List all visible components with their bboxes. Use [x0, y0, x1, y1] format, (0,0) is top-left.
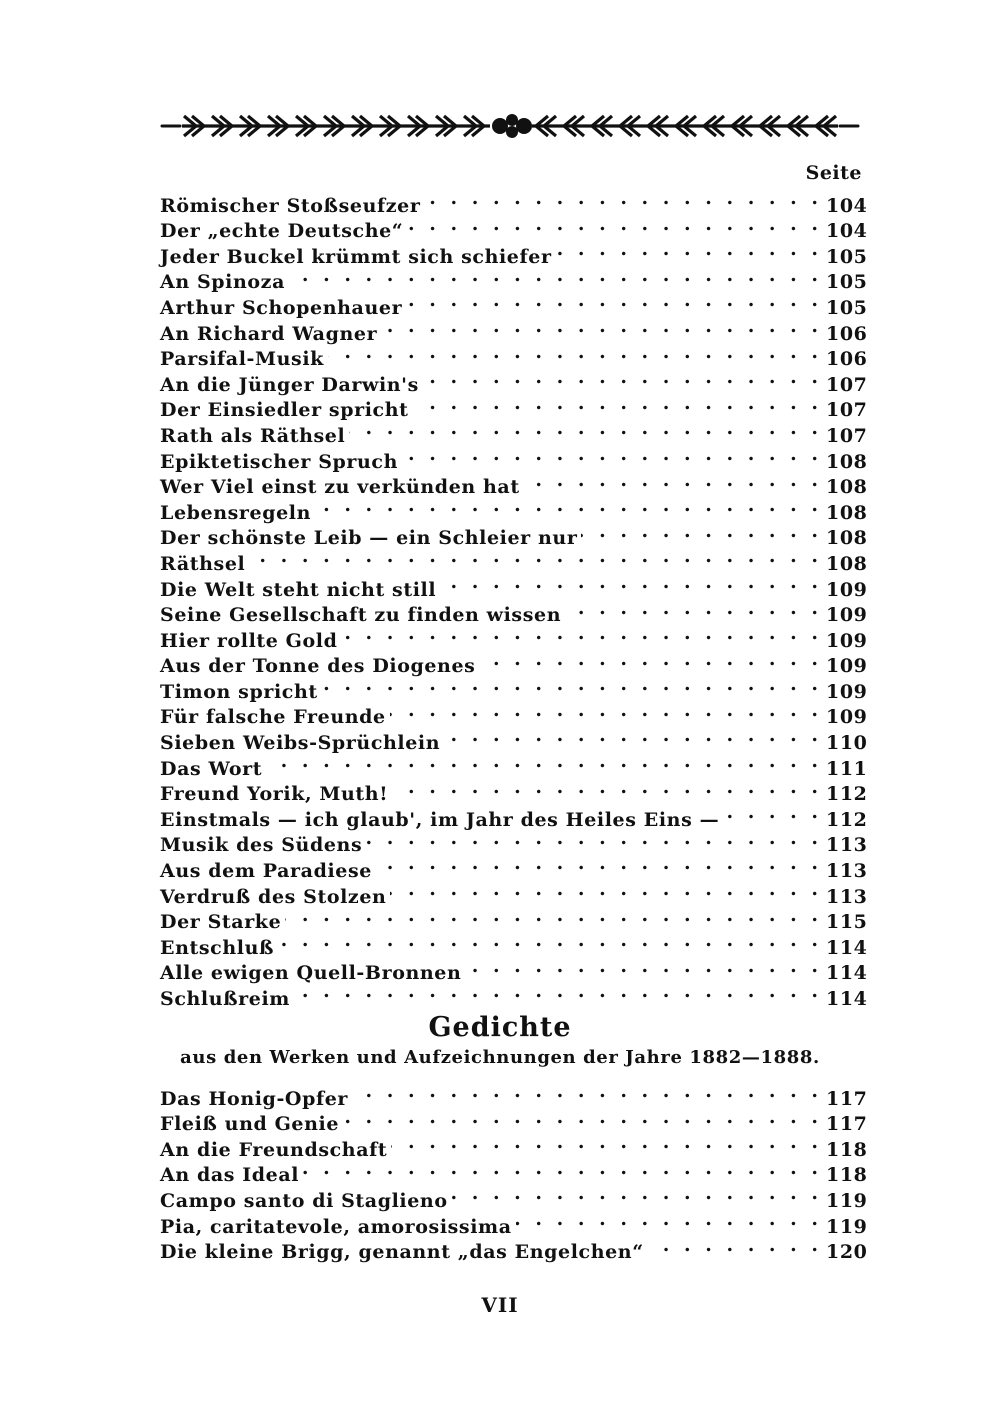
toc-entry-title: Für falsche Freunde — [160, 706, 386, 729]
dot-leader — [413, 391, 823, 417]
dot-leader — [452, 1181, 822, 1207]
dot-leader — [278, 928, 822, 954]
toc-entry-page: 105 — [826, 245, 868, 268]
toc-entry-title: Pia, caritatevole, amorosissima — [160, 1215, 512, 1238]
toc-entry-page: 105 — [826, 271, 868, 294]
dot-leader — [581, 519, 822, 545]
toc-entry — [160, 775, 868, 806]
section-subtitle: aus den Werken und Aufzeichnungen der Jahre 1882—1888. — [180, 1047, 820, 1068]
toc-entry-title: Fleiß und Genie — [160, 1113, 340, 1136]
toc-entry-page: 118 — [826, 1164, 868, 1187]
section-title: Gedichte — [428, 1012, 572, 1043]
toc-entry-page: 117 — [826, 1087, 868, 1110]
toc-entry-page: 109 — [826, 680, 868, 703]
toc-entry-page: 108 — [826, 527, 868, 550]
toc-entry-title: Das Wort — [160, 757, 263, 780]
toc-entry-title: Aus dem Paradiese — [160, 860, 372, 883]
toc-list — [160, 186, 868, 1010]
toc-entry-page: 114 — [826, 988, 868, 1010]
arrow-vine-ornament-icon — [160, 108, 860, 144]
dot-leader — [366, 826, 822, 852]
page-number: VII — [481, 1293, 519, 1317]
dot-leader — [381, 314, 822, 340]
dot-leader — [440, 570, 822, 596]
toc-entry-page: 109 — [826, 604, 868, 627]
toc-entry-title: Entschluß — [160, 936, 275, 959]
dot-leader — [390, 698, 822, 724]
toc-entry-page: 118 — [826, 1138, 868, 1161]
toc-entry — [160, 1079, 868, 1110]
toc-entry-page: 110 — [826, 732, 868, 755]
dot-leader — [315, 493, 822, 519]
toc-entry-page: 106 — [826, 348, 868, 371]
toc-entry-page: 109 — [826, 578, 868, 601]
toc-entry-title: Epiktetischer Spruch — [160, 450, 399, 473]
dot-leader — [556, 237, 822, 263]
toc-entry — [160, 186, 868, 217]
toc-entry-title: Der Einsiedler spricht — [160, 399, 409, 422]
toc-entry-page: 119 — [826, 1215, 868, 1238]
toc-entry-title: Verdruß des Stolzen — [160, 885, 387, 908]
toc-entry-page: 107 — [826, 373, 868, 396]
toc-entry-page: 109 — [826, 629, 868, 652]
toc-entry-title: Arthur Schopenhauer — [160, 296, 403, 319]
toc-entry-title: Römischer Stoßseufzer — [160, 194, 421, 217]
toc-entry-title: Der schönste Leib — ein Schleier nur — [160, 527, 578, 550]
toc-entry-title: Die Welt steht nicht still — [160, 578, 437, 601]
toc-entry-title: An Spinoza — [160, 271, 285, 294]
toc-entry-title: An die Freundschaft — [160, 1138, 388, 1161]
dot-leader — [294, 979, 822, 1005]
dot-leader — [406, 288, 822, 314]
toc-entry-page: 108 — [826, 501, 868, 524]
toc-entry-page: 105 — [826, 296, 868, 319]
toc-list — [160, 1079, 868, 1264]
toc-entry-title: Lebensregeln — [160, 501, 312, 524]
dot-leader — [465, 954, 822, 980]
toc-entry-page: 114 — [826, 962, 868, 985]
toc-entry-title: Wer Viel einst zu verkünden hat — [160, 476, 520, 499]
toc-entry-title: Schlußreim — [160, 988, 290, 1010]
toc-entry-title: Der „echte Deutsche“ — [160, 220, 404, 243]
dot-leader — [390, 877, 822, 903]
toc-entry-page: 108 — [826, 476, 868, 499]
dot-leader — [407, 212, 822, 238]
toc-entry-page: 113 — [826, 885, 868, 908]
toc-entry-page: 119 — [826, 1189, 868, 1212]
toc-entry-title: Rath als Räthsel — [160, 424, 346, 447]
toc-entry-page: 107 — [826, 424, 868, 447]
toc-entry-page: 104 — [826, 220, 868, 243]
toc-entry-title: Parsifal-Musik — [160, 348, 324, 371]
toc-entry — [160, 570, 868, 601]
dot-leader — [391, 1130, 822, 1156]
dot-leader — [479, 647, 822, 673]
dot-leader — [444, 723, 822, 749]
dot-leader — [376, 851, 822, 877]
dot-leader — [341, 621, 822, 647]
toc-entry-title: Hier rollte Gold — [160, 629, 338, 652]
dot-leader — [648, 1233, 822, 1259]
toc-entry-page: 108 — [826, 450, 868, 473]
dot-leader — [424, 186, 822, 212]
dot-leader — [516, 1207, 822, 1233]
dot-leader — [402, 442, 822, 468]
toc-entry-title: Sieben Weibs-Sprüchlein — [160, 732, 441, 755]
dot-leader — [352, 1079, 822, 1105]
toc-entry-title: Musik des Südens — [160, 834, 363, 857]
toc-entry-page: 113 — [826, 860, 868, 883]
toc-entry — [160, 544, 868, 575]
dot-leader — [343, 1105, 822, 1131]
toc-entry-page: 106 — [826, 322, 868, 345]
toc-entry-page: 111 — [826, 757, 868, 780]
toc-entry-page: 112 — [826, 808, 868, 831]
toc-entry-title: Das Honig-Opfer — [160, 1087, 349, 1110]
dot-leader — [723, 800, 822, 826]
toc-entry-page: 114 — [826, 936, 868, 959]
dot-leader — [565, 596, 822, 622]
toc-entry-page: 115 — [826, 911, 868, 934]
dot-leader — [289, 263, 822, 289]
toc-entry-page: 108 — [826, 552, 868, 575]
toc-entry-title: Räthsel — [160, 552, 246, 575]
toc-entry-title: Die kleine Brigg, genannt „das Engelchen“ — [160, 1241, 644, 1264]
toc-entry-title: Seine Gesellschaft zu finden wissen — [160, 604, 562, 627]
toc-entry-page: 112 — [826, 783, 868, 806]
toc-entry-page: 109 — [826, 706, 868, 729]
toc-entry-page: 109 — [826, 655, 868, 678]
toc-entry-title: An Richard Wagner — [160, 322, 378, 345]
toc-entry-title: Freund Yorik, Muth! — [160, 783, 389, 806]
toc-entry-title: An die Jünger Darwin's — [160, 373, 419, 396]
toc-entry-title: Timon spricht — [160, 680, 318, 703]
toc-entry-page: 113 — [826, 834, 868, 857]
dot-leader — [266, 749, 822, 775]
toc-entry-title: Jeder Buckel krümmt sich schiefer — [160, 245, 552, 268]
dot-leader — [524, 468, 822, 494]
dot-leader — [349, 416, 822, 442]
dot-leader — [322, 672, 822, 698]
toc-entry-title: An das Ideal — [160, 1164, 300, 1187]
dot-leader — [423, 365, 822, 391]
toc-entry-title: Alle ewigen Quell-Bronnen — [160, 962, 462, 985]
dot-leader — [328, 340, 822, 366]
dot-leader — [285, 903, 822, 929]
toc-entry — [160, 749, 868, 780]
dot-leader — [249, 544, 822, 570]
toc-entry-title: Campo santo di Staglieno — [160, 1189, 448, 1212]
toc-entry-page: 107 — [826, 399, 868, 422]
toc-entry-title: Einstmals — ich glaub', im Jahr des Heiles Eins — — [160, 808, 720, 831]
toc-entry-title: Der Starke — [160, 911, 282, 934]
dot-leader — [303, 1156, 822, 1182]
toc-entry-page: 120 — [826, 1241, 868, 1264]
toc-entry-page: 104 — [826, 194, 868, 217]
page-column-label: Seite — [805, 162, 862, 184]
dot-leader — [392, 775, 822, 801]
toc-entry-title: Aus der Tonne des Diogenes — [160, 655, 476, 678]
toc-entry-page: 117 — [826, 1113, 868, 1136]
